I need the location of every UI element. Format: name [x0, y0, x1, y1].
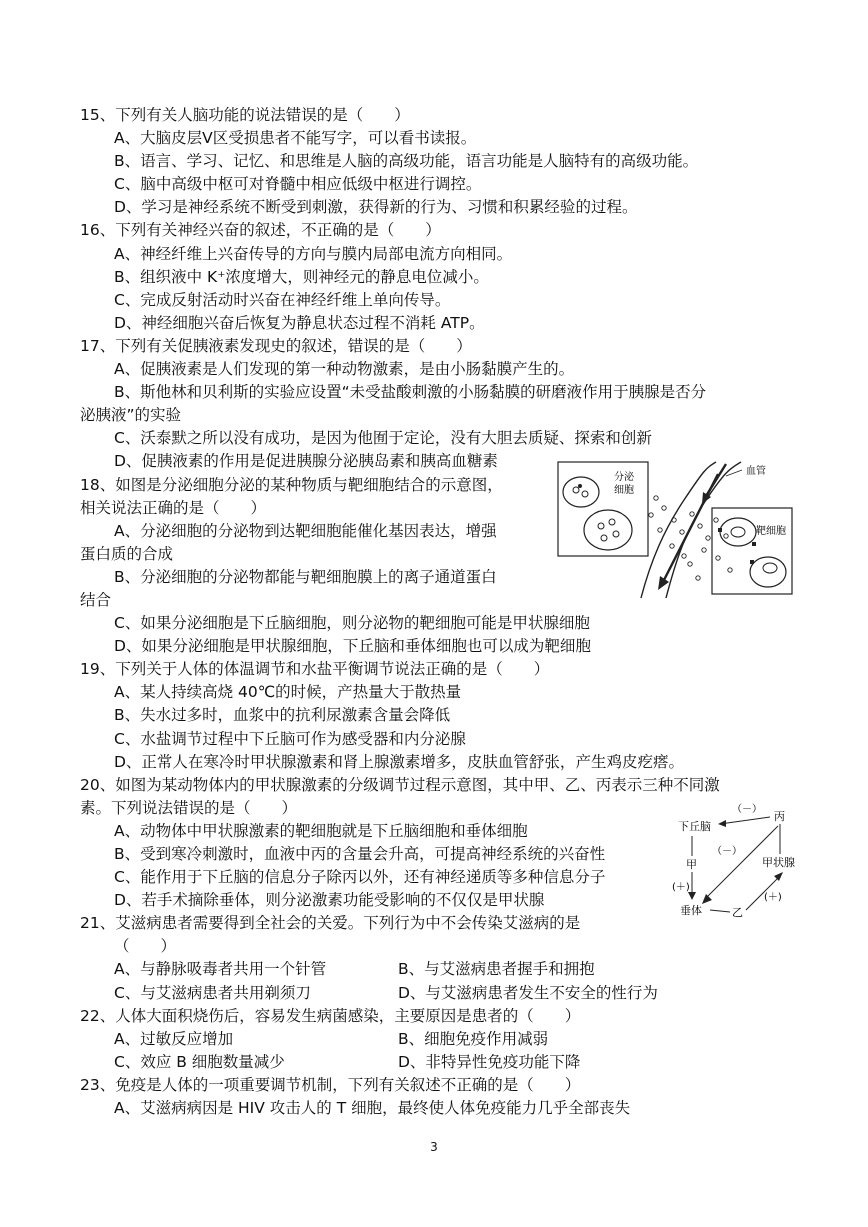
option-b-continued: 泌胰液”的实验	[80, 406, 182, 425]
label-neg-top: （－）	[732, 804, 762, 815]
question-stem: 19、下列关于人体的体温调节和水盐平衡调节说法正确的是（ ）	[80, 660, 550, 679]
option-a: A、分泌细胞的分泌物到达靶细胞能催化基因表达，增强	[114, 521, 497, 540]
option-c: C、效应 B 细胞数量减少	[114, 1052, 285, 1071]
label-secretory-cell-2: 细胞	[614, 485, 634, 496]
option-b: B、组织液中 K⁺浓度增大，则神经元的静息电位减小。	[114, 267, 489, 286]
label-pos-left: (＋)	[672, 882, 690, 893]
question-21	[80, 912, 780, 1004]
option-b: B、分泌细胞的分泌物都能与靶细胞膜上的离子通道蛋白	[114, 567, 497, 586]
question-stem: 21、艾滋病患者需要得到全社会的关爱。下列行为中不会传染艾滋病的是	[80, 914, 581, 933]
option-a-continued: 蛋白质的合成	[80, 544, 174, 563]
option-b: B、受到寒冷刺激时，血液中丙的含量会升高，可提高神经系统的兴奋性	[114, 845, 606, 863]
option-c: C、沃泰默之所以没有成功，是因为他囿于定论，没有大胆去质疑、探索和创新	[114, 429, 652, 448]
option-b: B、失水过多时，血浆中的抗利尿激素含量会降低	[114, 706, 451, 725]
option-row	[80, 1028, 780, 1051]
option-a: A、促胰液素是人们发现的第一种动物激素，是由小肠黏膜产生的。	[114, 360, 575, 379]
option-d: D、学习是神经系统不断受到刺激，获得新的行为、习惯和积累经验的过程。	[114, 198, 638, 217]
question-stem: 18、如图是分泌细胞分泌的某种物质与靶细胞结合的示意图，	[80, 475, 503, 494]
node-yi: 乙	[732, 906, 743, 919]
option-a: A、神经纤维上兴奋传导的方向与膜内局部电流方向相同。	[114, 244, 513, 263]
option-c: C、如果分泌细胞是下丘脑细胞，则分泌物的靶细胞可能是甲状腺细胞	[114, 614, 590, 633]
question-stem: 17、下列有关促胰液素发现史的叙述，错误的是（ ）	[80, 336, 472, 355]
question-16	[80, 219, 780, 334]
option-a: A、动物体中甲状腺激素的靶细胞就是下丘脑细胞和垂体细胞	[114, 821, 528, 840]
question-stem: 22、人体大面积烧伤后，容易发生病菌感染，主要原因是患者的（ ）	[80, 1006, 581, 1025]
option-d: D、促胰液素的作用是促进胰腺分泌胰岛素和胰高血糖素	[114, 452, 498, 471]
page-number: 3	[430, 1140, 438, 1154]
answer-blank: （ ）	[114, 937, 177, 956]
option-a: A、与静脉吸毒者共用一个针管	[114, 960, 327, 979]
option-d: D、与艾滋病患者发生不安全的性行为	[398, 983, 658, 1002]
option-b: B、与艾滋病患者握手和拥抱	[398, 960, 595, 979]
question-22	[80, 1005, 780, 1074]
node-bing: 丙	[774, 810, 785, 823]
question-stem-continued: 素。下列说法错误的是（ ）	[80, 798, 298, 817]
option-d: D、若手术摘除垂体，则分泌激素功能受影响的不仅仅是甲状腺	[114, 891, 545, 910]
question-17	[80, 335, 780, 474]
option-a: A、大脑皮层Ⅴ区受损患者不能写字，可以看书读报。	[114, 129, 477, 148]
node-pituitary: 垂体	[680, 904, 702, 917]
option-c: C、脑中高级中枢可对脊髓中相应低级中枢进行调控。	[114, 175, 482, 194]
option-a: A、艾滋病病因是 HIV 攻击人的 T 细胞，最终使人体免疫能力几乎全部丧失	[114, 1099, 631, 1118]
option-c: C、能作用于下丘脑的信息分子除丙以外，还有神经递质等多种信息分子	[114, 868, 606, 887]
option-c: C、与艾滋病患者共用剃须刀	[114, 983, 311, 1002]
question-stem: 16、下列有关神经兴奋的叙述，不正确的是（ ）	[80, 221, 441, 240]
label-blood-vessel: 血管	[746, 466, 766, 477]
question-stem: 20、如图为某动物体内的甲状腺激素的分级调节过程示意图，其中甲、乙、丙表示三种不同激	[80, 775, 720, 794]
thyroid-regulation-diagram	[668, 800, 798, 920]
option-b: B、细胞免疫作用减弱	[398, 1029, 549, 1048]
option-b: B、斯他林和贝利斯的实验应设置“未受盐酸刺激的小肠黏膜的研磨液作用于胰腺是否分	[114, 383, 707, 402]
option-d: D、如果分泌细胞是甲状腺细胞，下丘脑和垂体细胞也可以成为靶细胞	[114, 637, 591, 656]
question-stem-continued: 相关说法正确的是（ ）	[80, 498, 267, 517]
question-23	[80, 1074, 780, 1120]
option-row	[80, 982, 780, 1005]
node-hypothalamus: 下丘脑	[678, 820, 711, 833]
label-target-cell: 靶细胞	[756, 526, 786, 537]
secretion-diagram	[556, 460, 796, 600]
question-19	[80, 658, 780, 773]
node-thyroid: 甲状腺	[762, 856, 795, 869]
question-list	[80, 104, 780, 1120]
question-stem: 23、免疫是人体的一项重要调节机制，下列有关叙述不正确的是（ ）	[80, 1075, 581, 1094]
option-row	[80, 958, 780, 981]
question-15	[80, 104, 780, 219]
option-b-continued: 结合	[80, 590, 112, 609]
option-a: A、过敏反应增加	[114, 1029, 234, 1048]
label-pos-right: (＋)	[764, 892, 782, 903]
option-d: D、非特异性免疫功能下降	[398, 1052, 581, 1071]
option-a: A、某人持续高烧 40℃的时候，产热量大于散热量	[114, 683, 462, 702]
option-b: B、语言、学习、记忆、和思维是人脑的高级功能，语言功能是人脑特有的高级功能。	[114, 152, 699, 171]
label-neg-mid: （－）	[712, 846, 742, 857]
option-row	[80, 1051, 780, 1074]
label-secretory-cell-1: 分泌	[614, 472, 634, 483]
node-jia: 甲	[686, 858, 697, 871]
option-c: C、水盐调节过程中下丘脑可作为感受器和内分泌腺	[114, 729, 466, 748]
option-c: C、完成反射活动时兴奋在神经纤维上单向传导。	[114, 290, 451, 309]
option-d: D、正常人在寒冷时甲状腺激素和肾上腺激素增多，皮肤血管舒张，产生鸡皮疙瘩。	[114, 752, 684, 771]
option-d: D、神经细胞兴奋后恢复为静息状态过程不消耗 ATP。	[114, 313, 485, 332]
question-stem: 15、下列有关人脑功能的说法错误的是（ ）	[80, 106, 410, 124]
